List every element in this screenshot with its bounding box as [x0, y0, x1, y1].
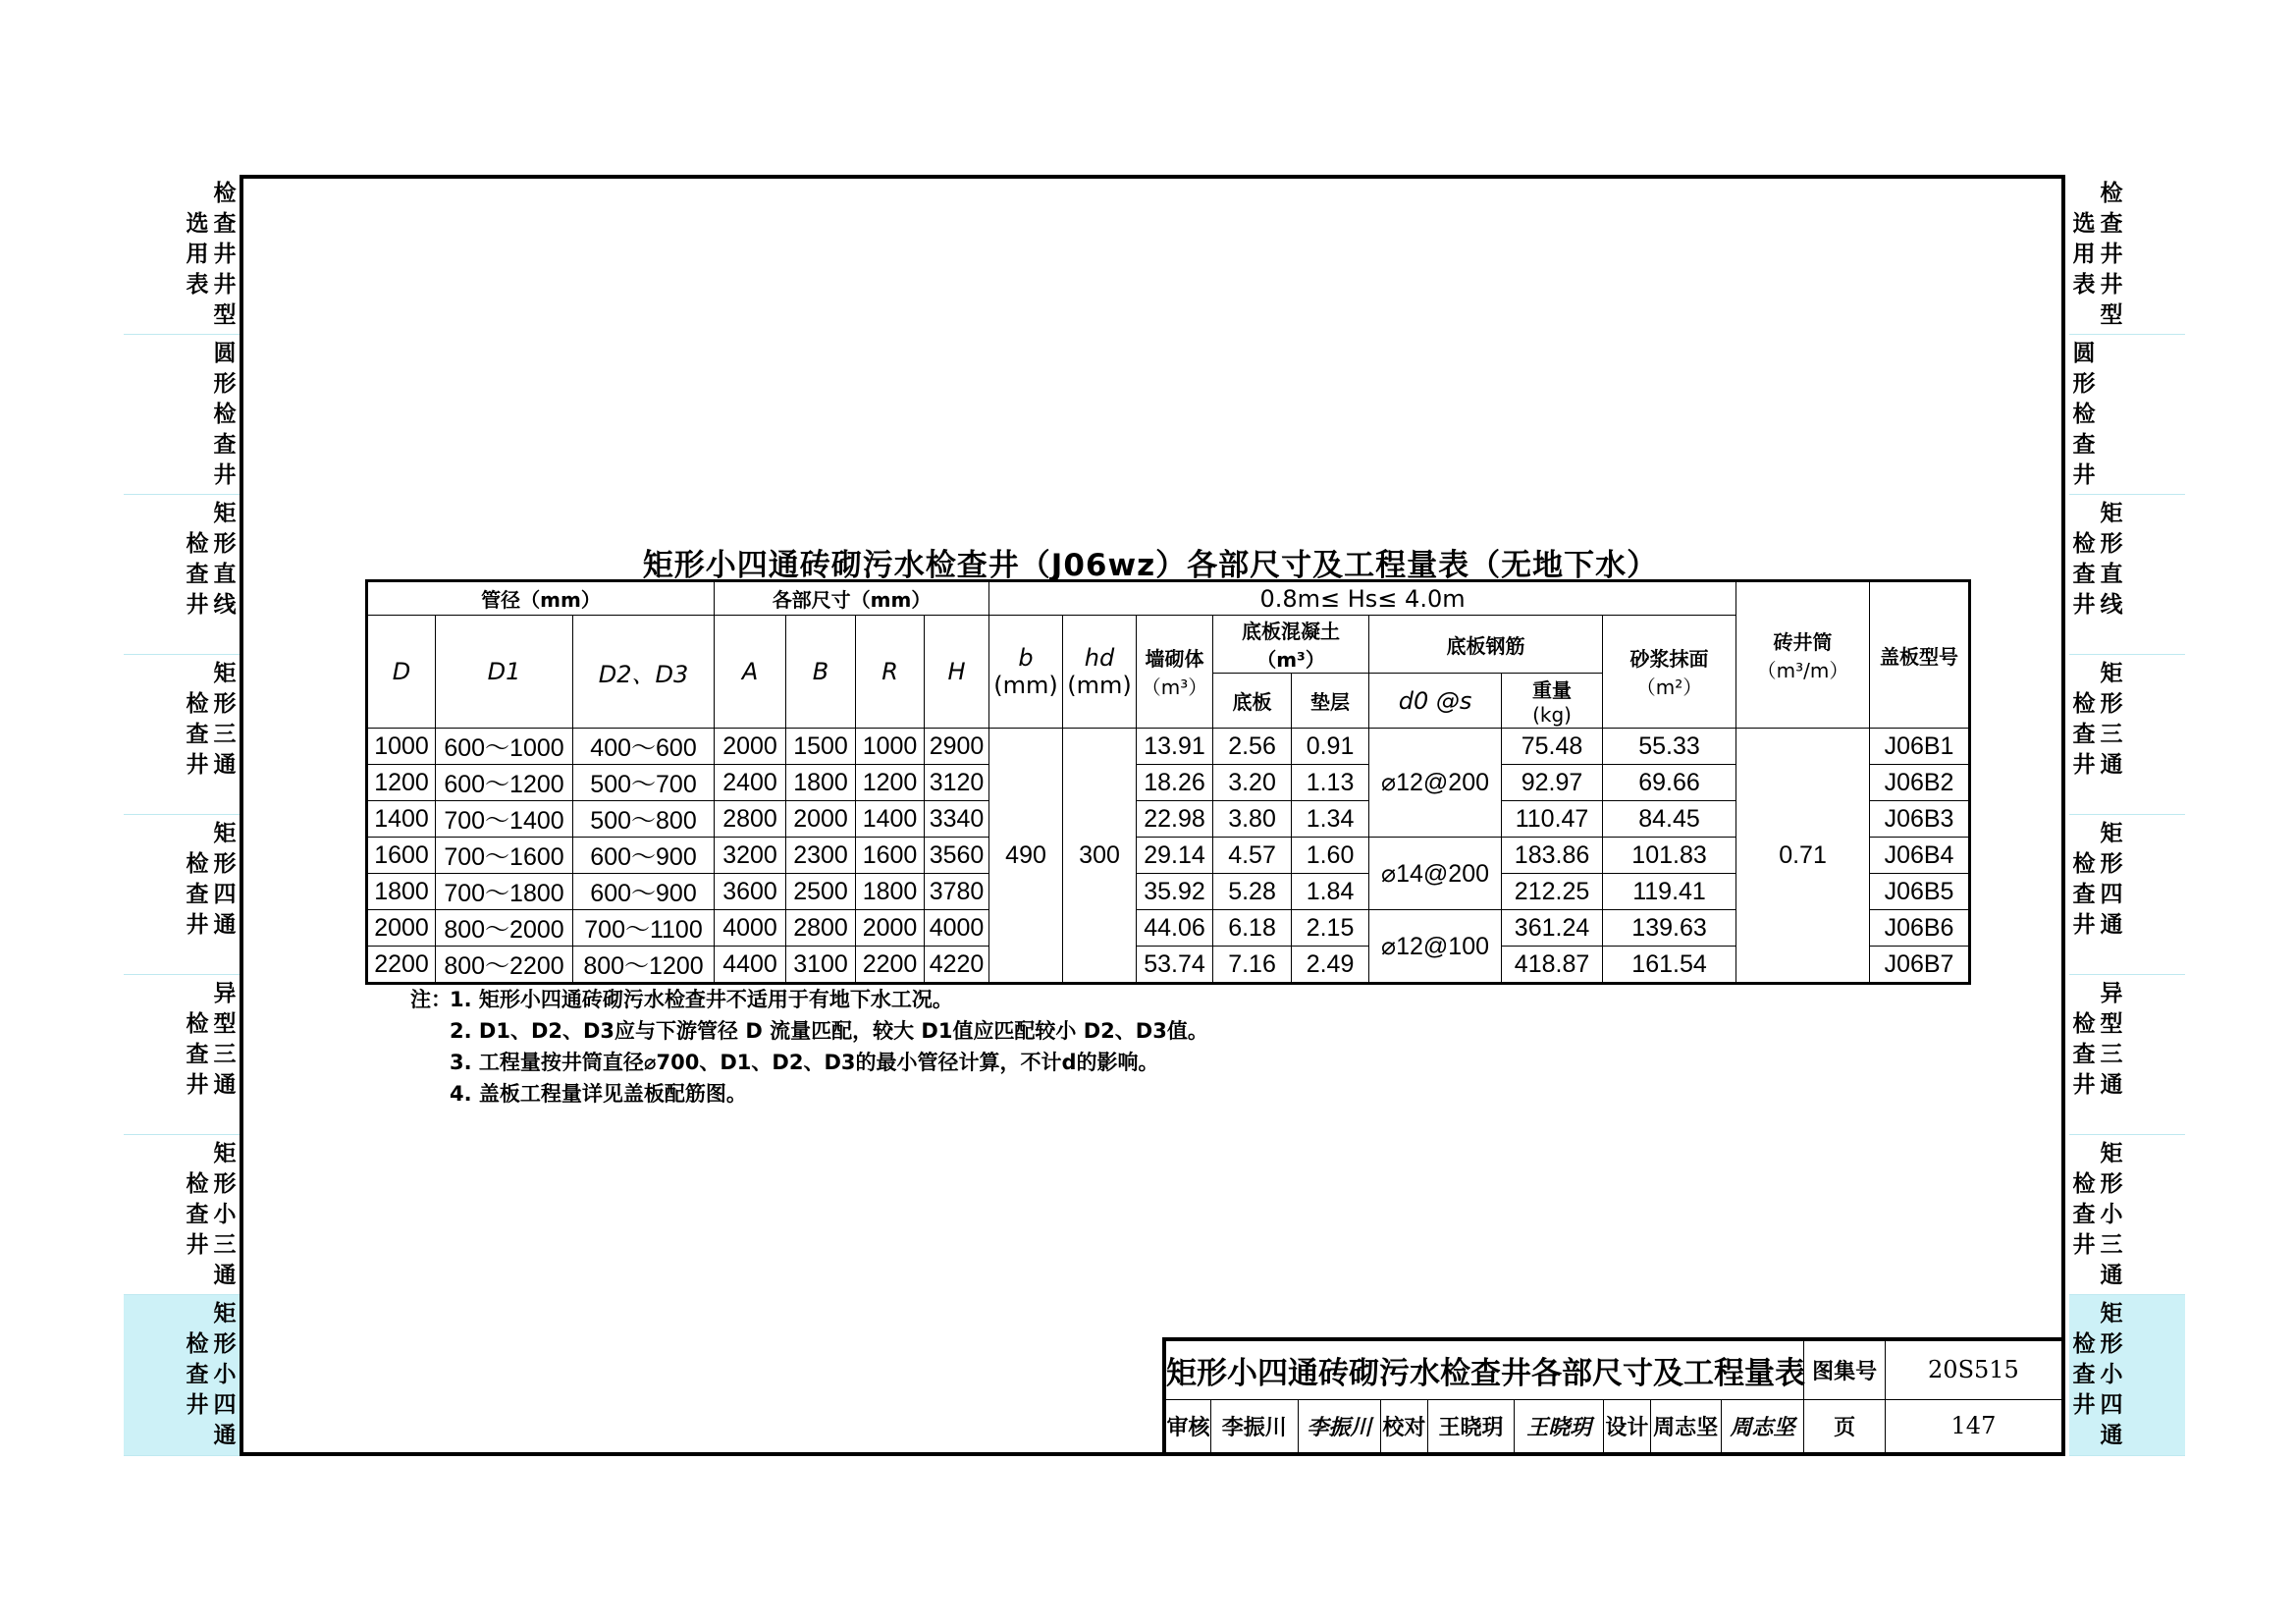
cell-weight: 75.48: [1502, 729, 1603, 765]
cell-D1: 700～1600: [436, 838, 573, 874]
cell-base: 6.18: [1213, 910, 1292, 947]
cell-b: 490: [989, 729, 1063, 984]
header-D: D: [367, 616, 436, 729]
cell-R: 1000: [856, 729, 925, 765]
cell-cushion: 0.91: [1292, 729, 1369, 765]
cell-D: 2200: [367, 947, 436, 984]
cell-R: 1200: [856, 765, 925, 801]
cell-D23: 500～700: [573, 765, 715, 801]
cell-mortar: 55.33: [1603, 729, 1736, 765]
side-tab-rect-four[interactable]: 检 查 井 矩 形 四 通: [124, 815, 240, 975]
note-item: 3. 工程量按井筒直径⌀700、D1、D2、D3的最小管径计算，不计d的影响。: [450, 1051, 1159, 1074]
side-tab-round[interactable]: 圆 形 检 查 井: [124, 335, 240, 495]
side-tab-rect-small-three-r[interactable]: 检 查 井 矩 形 小 三 通: [2069, 1135, 2185, 1295]
quantity-table: [365, 579, 1971, 985]
cell-base: 3.80: [1213, 801, 1292, 838]
header-concrete: 底板混凝土（m³）: [1213, 616, 1369, 674]
cell-weight: 110.47: [1502, 801, 1603, 838]
cell-rebar3: ⌀12@100: [1369, 910, 1502, 984]
note-item: 2. D1、D2、D3应与下游管径 D 流量匹配，较大 D1值应匹配较小 D2、D3值。: [450, 1019, 1208, 1043]
cell-D: 1000: [367, 729, 436, 765]
note-item: 4. 盖板工程量详见盖板配筋图。: [450, 1082, 747, 1106]
cell-cover: J06B1: [1870, 729, 1970, 765]
side-tab-rect-three-r[interactable]: 检 查 井 矩 形 三 通: [2069, 655, 2185, 815]
designer-name: 周志坚: [1650, 1399, 1721, 1454]
cell-weight: 183.86: [1502, 838, 1603, 874]
notes: [410, 984, 1208, 1110]
cell-cushion: 1.13: [1292, 765, 1369, 801]
cell-B: 2800: [786, 910, 856, 947]
header-cover: 盖板型号: [1870, 581, 1970, 729]
cell-A: 3200: [715, 838, 786, 874]
table-row: [367, 947, 1970, 984]
cell-weight: 361.24: [1502, 910, 1603, 947]
cell-shaft: 0.71: [1736, 729, 1870, 984]
cell-cushion: 1.84: [1292, 874, 1369, 910]
cell-B: 1800: [786, 765, 856, 801]
cell-D23: 700～1100: [573, 910, 715, 947]
table-row: [367, 729, 1970, 765]
cell-D: 2000: [367, 910, 436, 947]
side-tab-selection-r[interactable]: 选 用 表 检 查 井 井 型: [2069, 175, 2185, 335]
cell-cover: J06B3: [1870, 801, 1970, 838]
cell-H: 3780: [925, 874, 989, 910]
page-label: 页: [1804, 1399, 1886, 1454]
cell-H: 3340: [925, 801, 989, 838]
cell-D1: 600～1200: [436, 765, 573, 801]
cell-D23: 500～800: [573, 801, 715, 838]
table-row: [367, 765, 1970, 801]
cell-weight: 92.97: [1502, 765, 1603, 801]
cell-wall: 29.14: [1137, 838, 1213, 874]
header-R: R: [856, 616, 925, 729]
cell-A: 4400: [715, 947, 786, 984]
design-label: 设计: [1604, 1399, 1650, 1454]
reviewer-signature: 李振川: [1298, 1399, 1381, 1454]
cell-D: 1600: [367, 838, 436, 874]
table-body: [367, 729, 1970, 984]
cell-cushion: 1.60: [1292, 838, 1369, 874]
side-tab-rect-straight[interactable]: 检 查 井 矩 形 直 线: [124, 495, 240, 655]
cell-B: 2300: [786, 838, 856, 874]
notes-label: 注：: [410, 988, 452, 1011]
cell-cover: J06B7: [1870, 947, 1970, 984]
cell-wall: 53.74: [1137, 947, 1213, 984]
table-row: [367, 838, 1970, 874]
side-tab-rect-straight-r[interactable]: 检 查 井 矩 形 直 线: [2069, 495, 2185, 655]
cell-mortar: 161.54: [1603, 947, 1736, 984]
cell-R: 1600: [856, 838, 925, 874]
header-weight: 重量 (kg): [1502, 674, 1603, 729]
table-title: 矩形小四通砖砌污水检查井（J06wz）各部尺寸及工程量表（无地下水）: [642, 548, 1659, 583]
cell-base: 2.56: [1213, 729, 1292, 765]
atlas-number: 20S515: [1885, 1339, 2063, 1399]
cell-base: 3.20: [1213, 765, 1292, 801]
cell-B: 1500: [786, 729, 856, 765]
right-side-tabs: [2069, 175, 2185, 1456]
cell-D: 1800: [367, 874, 436, 910]
header-spacing: d0 @s: [1369, 674, 1502, 729]
cell-B: 3100: [786, 947, 856, 984]
cell-cover: J06B2: [1870, 765, 1970, 801]
cell-hd: 300: [1063, 729, 1137, 984]
page-number: 147: [1885, 1399, 2063, 1454]
cell-cushion: 1.34: [1292, 801, 1369, 838]
cell-D23: 800～1200: [573, 947, 715, 984]
table-row: [367, 801, 1970, 838]
cell-mortar: 69.66: [1603, 765, 1736, 801]
cell-wall: 18.26: [1137, 765, 1213, 801]
title-block: [1162, 1337, 2065, 1456]
left-side-tabs: [124, 175, 240, 1456]
cell-weight: 418.87: [1502, 947, 1603, 984]
cell-cushion: 2.49: [1292, 947, 1369, 984]
cell-A: 4000: [715, 910, 786, 947]
cell-mortar: 101.83: [1603, 838, 1736, 874]
cell-R: 1800: [856, 874, 925, 910]
cell-H: 3120: [925, 765, 989, 801]
title-block-title: 矩形小四通砖砌污水检查井各部尺寸及工程量表: [1164, 1339, 1804, 1399]
side-tab-special-three[interactable]: 检 查 井 异 型 三 通: [124, 975, 240, 1135]
designer-signature: 周志坚: [1721, 1399, 1804, 1454]
cell-D1: 800～2200: [436, 947, 573, 984]
cell-base: 7.16: [1213, 947, 1292, 984]
header-wall: 墙砌体 （m³）: [1137, 616, 1213, 729]
side-tab-rect-three[interactable]: 检 查 井 矩 形 三 通: [124, 655, 240, 815]
cell-D: 1200: [367, 765, 436, 801]
cell-wall: 44.06: [1137, 910, 1213, 947]
cell-cover: J06B6: [1870, 910, 1970, 947]
header-range: 0.8m≤ Hs≤ 4.0m: [989, 581, 1736, 616]
cell-D23: 400～600: [573, 729, 715, 765]
cell-H: 4000: [925, 910, 989, 947]
side-tab-rect-four-r[interactable]: 检 查 井 矩 形 四 通: [2069, 815, 2185, 975]
cell-wall: 13.91: [1137, 729, 1213, 765]
cell-D23: 600～900: [573, 838, 715, 874]
cell-mortar: 84.45: [1603, 801, 1736, 838]
cell-D: 1400: [367, 801, 436, 838]
cell-R: 2000: [856, 910, 925, 947]
header-row-2: [367, 616, 1970, 674]
cell-B: 2500: [786, 874, 856, 910]
header-D23: D2、D3: [573, 616, 715, 729]
cell-D1: 700～1400: [436, 801, 573, 838]
side-tab-special-three-r[interactable]: 检 查 井 异 型 三 通: [2069, 975, 2185, 1135]
side-tab-round-r[interactable]: 圆 形 检 查 井: [2069, 335, 2185, 495]
reviewer-name: 李振川: [1210, 1399, 1298, 1454]
header-row-1: [367, 581, 1970, 616]
header-shaft: 砖井筒 （m³/m）: [1736, 581, 1870, 729]
side-tab-selection[interactable]: 选 用 表 检 查 井 井 型: [124, 175, 240, 335]
cell-D1: 600～1000: [436, 729, 573, 765]
cell-mortar: 119.41: [1603, 874, 1736, 910]
header-D1: D1: [436, 616, 573, 729]
cell-base: 4.57: [1213, 838, 1292, 874]
side-tab-rect-small-four[interactable]: 检 查 井 矩 形 小 四 通: [124, 1295, 240, 1456]
note-item: 1. 矩形小四通砖砌污水检查井不适用于有地下水工况。: [450, 988, 953, 1011]
cell-mortar: 139.63: [1603, 910, 1736, 947]
cell-A: 3600: [715, 874, 786, 910]
cell-A: 2000: [715, 729, 786, 765]
table-row: [367, 910, 1970, 947]
cell-A: 2800: [715, 801, 786, 838]
checker-name: 王晓玥: [1427, 1399, 1515, 1454]
cell-D23: 600～900: [573, 874, 715, 910]
cell-rebar2: ⌀14@200: [1369, 838, 1502, 910]
header-B: B: [786, 616, 856, 729]
cell-H: 4220: [925, 947, 989, 984]
review-label: 审核: [1164, 1399, 1210, 1454]
cell-wall: 35.92: [1137, 874, 1213, 910]
header-hd: hd (mm): [1063, 616, 1137, 729]
cell-wall: 22.98: [1137, 801, 1213, 838]
header-b: b (mm): [989, 616, 1063, 729]
header-mortar: 砂浆抹面 （m²）: [1603, 616, 1736, 729]
header-base: 底板: [1213, 674, 1292, 729]
cell-D1: 700～1800: [436, 874, 573, 910]
cell-rebar1: ⌀12@200: [1369, 729, 1502, 838]
side-tab-rect-small-four-r[interactable]: 检 查 井 矩 形 小 四 通: [2069, 1295, 2185, 1456]
cell-B: 2000: [786, 801, 856, 838]
cell-cover: J06B4: [1870, 838, 1970, 874]
cell-R: 1400: [856, 801, 925, 838]
header-H: H: [925, 616, 989, 729]
cell-D1: 800～2000: [436, 910, 573, 947]
checker-signature: 王晓玥: [1515, 1399, 1604, 1454]
cell-cushion: 2.15: [1292, 910, 1369, 947]
header-cushion: 垫层: [1292, 674, 1369, 729]
header-rebar: 底板钢筋: [1369, 616, 1603, 674]
cell-cover: J06B5: [1870, 874, 1970, 910]
side-tab-rect-small-three[interactable]: 检 查 井 矩 形 小 三 通: [124, 1135, 240, 1295]
cell-H: 3560: [925, 838, 989, 874]
cell-R: 2200: [856, 947, 925, 984]
check-label: 校对: [1381, 1399, 1427, 1454]
header-pipe: 管径（mm）: [367, 581, 715, 616]
cell-weight: 212.25: [1502, 874, 1603, 910]
cell-H: 2900: [925, 729, 989, 765]
atlas-label: 图集号: [1804, 1339, 1886, 1399]
table-row: [367, 874, 1970, 910]
cell-A: 2400: [715, 765, 786, 801]
cell-base: 5.28: [1213, 874, 1292, 910]
header-A: A: [715, 616, 786, 729]
header-dims: 各部尺寸（mm）: [715, 581, 989, 616]
